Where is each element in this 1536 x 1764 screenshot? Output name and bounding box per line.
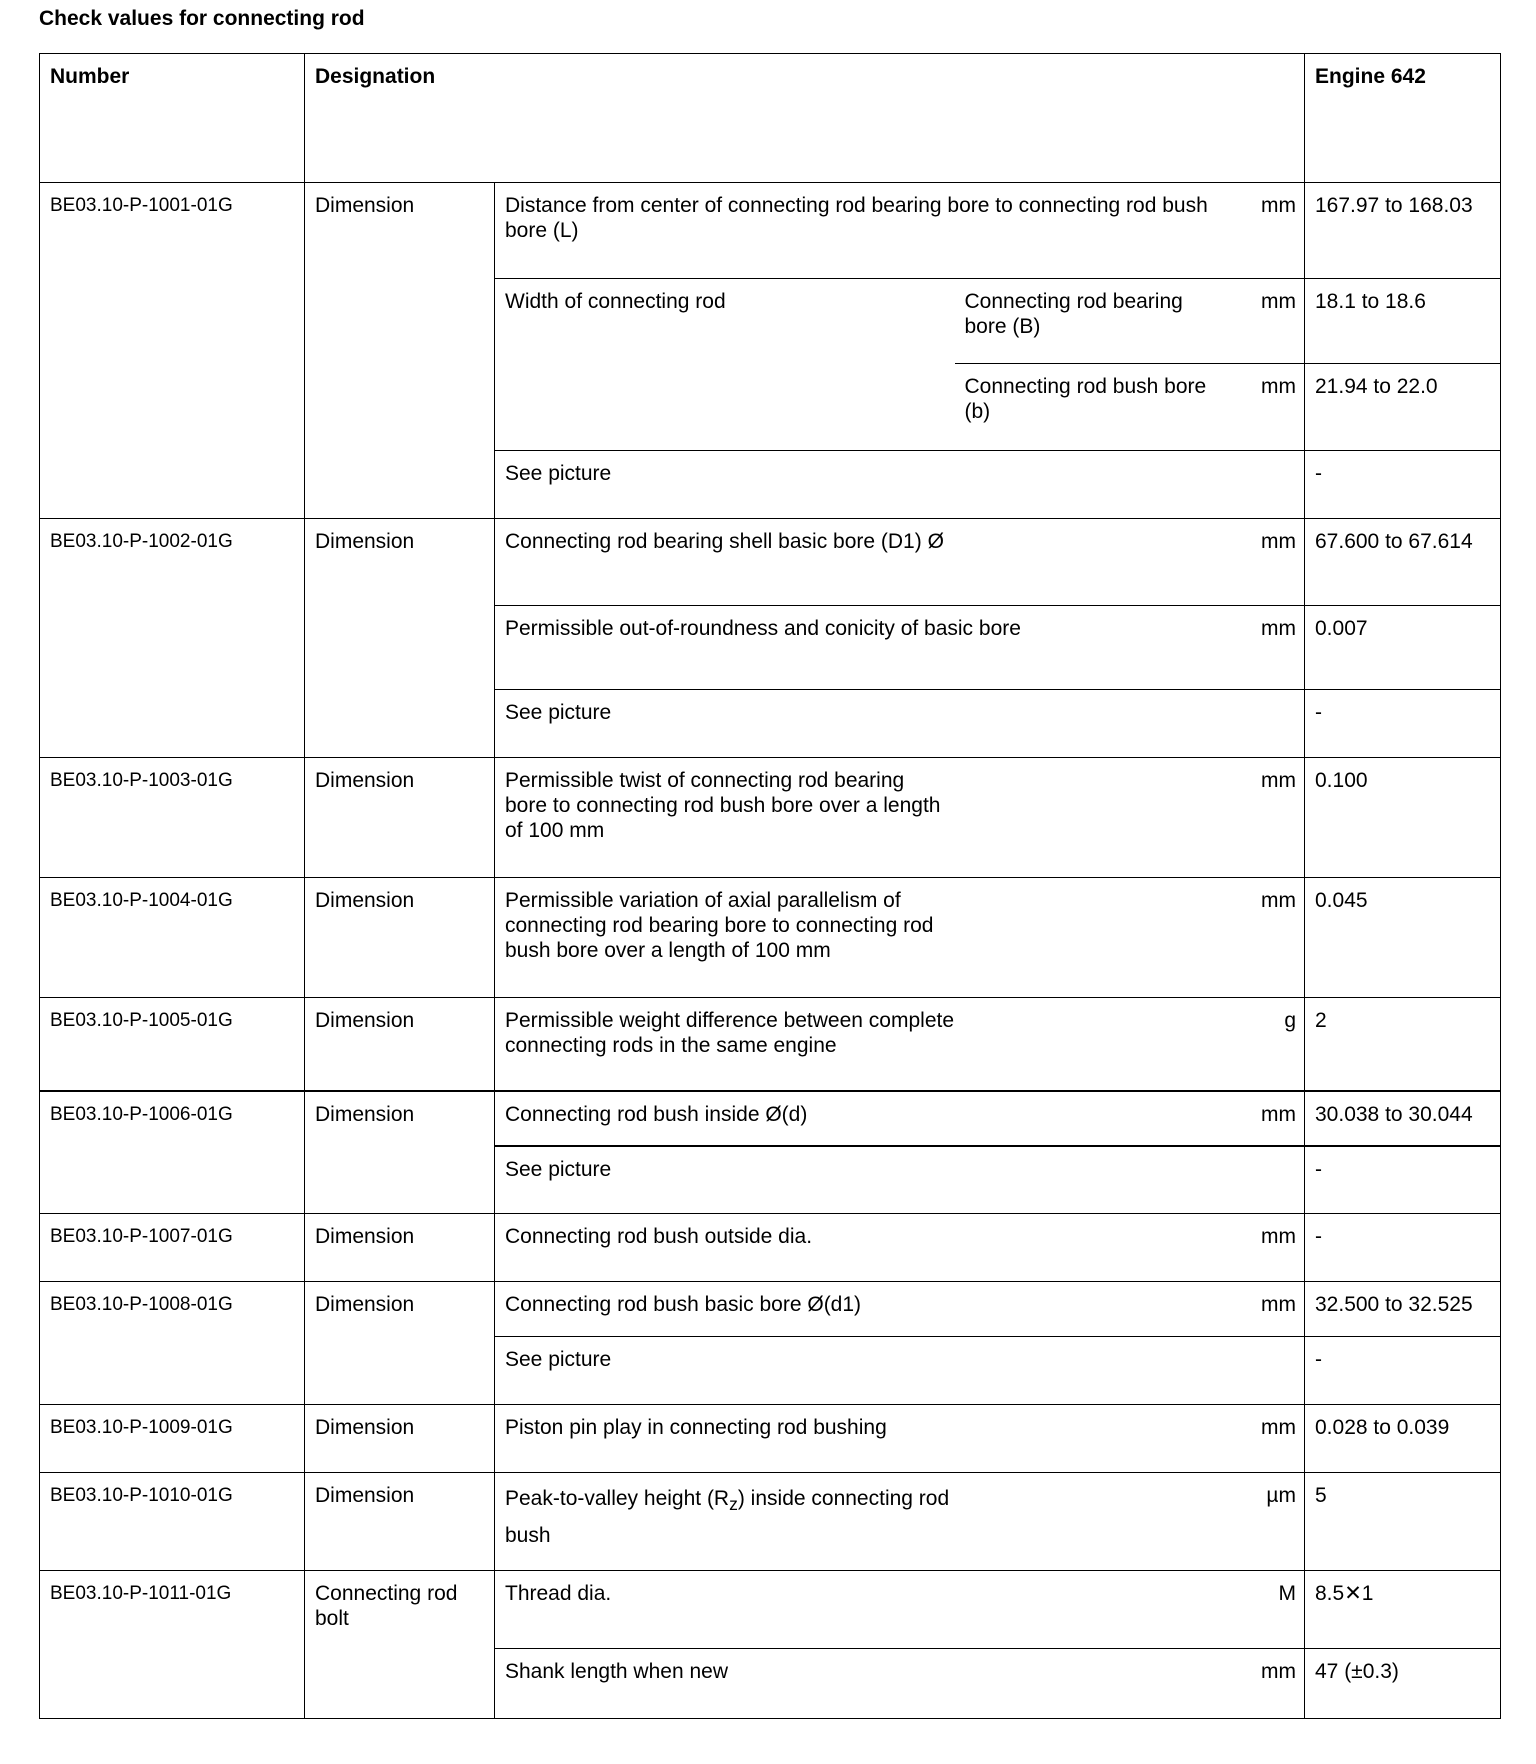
row-value: - xyxy=(1305,451,1501,519)
row-designation: Dimension xyxy=(305,1473,495,1571)
row-designation-text: Connecting rod bolt xyxy=(315,1582,458,1630)
row-unit: mm xyxy=(1235,606,1305,690)
row-number: BE03.10-P-1007-01G xyxy=(40,1214,305,1282)
row-value: 0.100 xyxy=(1305,758,1501,878)
row-unit: mm xyxy=(1235,364,1305,451)
row-description: Connecting rod bush outside dia. xyxy=(495,1214,1235,1282)
check-values-table xyxy=(39,53,1501,1719)
row-value: - xyxy=(1305,1214,1501,1282)
row-description: See picture xyxy=(495,451,1305,519)
row-number: BE03.10-P-1005-01G xyxy=(40,998,305,1091)
row-designation: Dimension xyxy=(305,1214,495,1282)
row-value: 30.038 to 30.044 xyxy=(1305,1091,1501,1146)
row-value: 32.500 to 32.525 xyxy=(1305,1282,1501,1337)
table-row xyxy=(40,1091,1501,1146)
row-unit: mm xyxy=(1235,519,1305,606)
row-number: BE03.10-P-1009-01G xyxy=(40,1405,305,1473)
row-description xyxy=(495,878,1235,998)
row-designation: Dimension xyxy=(305,1091,495,1214)
row-value: 8.5✕1 xyxy=(1305,1571,1501,1649)
row-number: BE03.10-P-1010-01G xyxy=(40,1473,305,1571)
row-description xyxy=(495,758,1235,878)
row-description: Connecting rod bearing shell basic bore (D1) Ø xyxy=(495,519,1235,606)
header-engine: Engine 642 xyxy=(1305,54,1501,183)
row-subdescription: Connecting rod bearing bore (B) xyxy=(955,279,1235,364)
table-row xyxy=(40,878,1501,998)
row-value: - xyxy=(1305,1337,1501,1405)
row-number: BE03.10-P-1004-01G xyxy=(40,878,305,998)
row-value: 167.97 to 168.03 xyxy=(1305,183,1501,279)
row-description: Distance from center of connecting rod bearing bore to connecting rod bush bore (L) xyxy=(495,183,1235,279)
row-number: BE03.10-P-1003-01G xyxy=(40,758,305,878)
row-unit: mm xyxy=(1235,279,1305,364)
row-value: 2 xyxy=(1305,998,1501,1091)
desc-pre: Peak-to-valley height (R xyxy=(505,1487,730,1510)
row-unit: mm xyxy=(1235,1091,1305,1146)
row-designation: Dimension xyxy=(305,878,495,998)
row-number: BE03.10-P-1002-01G xyxy=(40,519,305,758)
table-row xyxy=(40,998,1501,1091)
header-number: Number xyxy=(40,54,305,183)
row-number: BE03.10-P-1001-01G xyxy=(40,183,305,519)
row-description: See picture xyxy=(495,690,1305,758)
row-description: Thread dia. xyxy=(495,1571,1235,1649)
table-row xyxy=(40,519,1501,606)
row-description: Connecting rod bush basic bore Ø(d1) xyxy=(495,1282,1235,1337)
row-value: 0.007 xyxy=(1305,606,1501,690)
row-designation: Dimension xyxy=(305,1405,495,1473)
row-unit: mm xyxy=(1235,878,1305,998)
row-value: - xyxy=(1305,690,1501,758)
row-number: BE03.10-P-1006-01G xyxy=(40,1091,305,1214)
row-unit: mm xyxy=(1235,758,1305,878)
row-description xyxy=(495,998,1235,1091)
row-unit: mm xyxy=(1235,1649,1305,1719)
table-row xyxy=(40,1214,1501,1282)
table-row xyxy=(40,1282,1501,1337)
row-description: See picture xyxy=(495,1337,1305,1405)
row-description: See picture xyxy=(495,1146,1305,1214)
table-row xyxy=(40,1571,1501,1649)
row-value: 5 xyxy=(1305,1473,1501,1571)
row-description-text xyxy=(505,1483,955,1552)
row-description-text: Permissible weight difference between complete connecting rods in the same engine xyxy=(505,1009,955,1057)
row-value: 21.94 to 22.0 xyxy=(1305,364,1501,451)
document-title: Check values for connecting rod xyxy=(39,7,365,30)
row-description xyxy=(495,1473,1235,1571)
table-header-row xyxy=(40,54,1501,183)
header-designation: Designation xyxy=(305,54,1305,183)
table-row xyxy=(40,1405,1501,1473)
row-unit: g xyxy=(1235,998,1305,1091)
row-number: BE03.10-P-1008-01G xyxy=(40,1282,305,1405)
row-designation: Dimension xyxy=(305,998,495,1091)
row-value: 18.1 to 18.6 xyxy=(1305,279,1501,364)
row-number: BE03.10-P-1011-01G xyxy=(40,1571,305,1719)
row-unit: mm xyxy=(1235,1405,1305,1473)
row-description-text: Permissible twist of connecting rod bearing bore to connecting rod bush bore over a length of 100 mm xyxy=(505,769,941,842)
row-designation xyxy=(305,1571,495,1719)
row-description: Width of connecting rod xyxy=(495,279,955,451)
row-unit: M xyxy=(1235,1571,1305,1649)
table-row xyxy=(40,758,1501,878)
row-value: 0.045 xyxy=(1305,878,1501,998)
row-unit: µm xyxy=(1235,1473,1305,1571)
row-description: Connecting rod bush inside Ø(d) xyxy=(495,1091,1235,1146)
row-designation: Dimension xyxy=(305,1282,495,1405)
row-description: Permissible out-of-roundness and conicity of basic bore xyxy=(495,606,1235,690)
row-value: 47 (±0.3) xyxy=(1305,1649,1501,1719)
row-unit: mm xyxy=(1235,183,1305,279)
row-description: Shank length when new xyxy=(495,1649,1235,1719)
row-designation: Dimension xyxy=(305,758,495,878)
row-designation: Dimension xyxy=(305,519,495,758)
row-subdescription: Connecting rod bush bore (b) xyxy=(955,364,1235,451)
row-designation: Dimension xyxy=(305,183,495,519)
desc-post: ) inside connecting rod bush xyxy=(505,1487,950,1548)
row-value: 67.600 to 67.614 xyxy=(1305,519,1501,606)
row-description-text: Permissible variation of axial parallelism of connecting rod bearing bore to connecting rod bush bore over a length of 100 mm xyxy=(505,889,934,962)
row-unit: mm xyxy=(1235,1282,1305,1337)
row-description: Piston pin play in connecting rod bushing xyxy=(495,1405,1235,1473)
table-row xyxy=(40,1473,1501,1571)
table-row xyxy=(40,183,1501,279)
row-value: 0.028 to 0.039 xyxy=(1305,1405,1501,1473)
desc-subscript: z xyxy=(729,1494,738,1515)
row-unit: mm xyxy=(1235,1214,1305,1282)
row-value: - xyxy=(1305,1146,1501,1214)
